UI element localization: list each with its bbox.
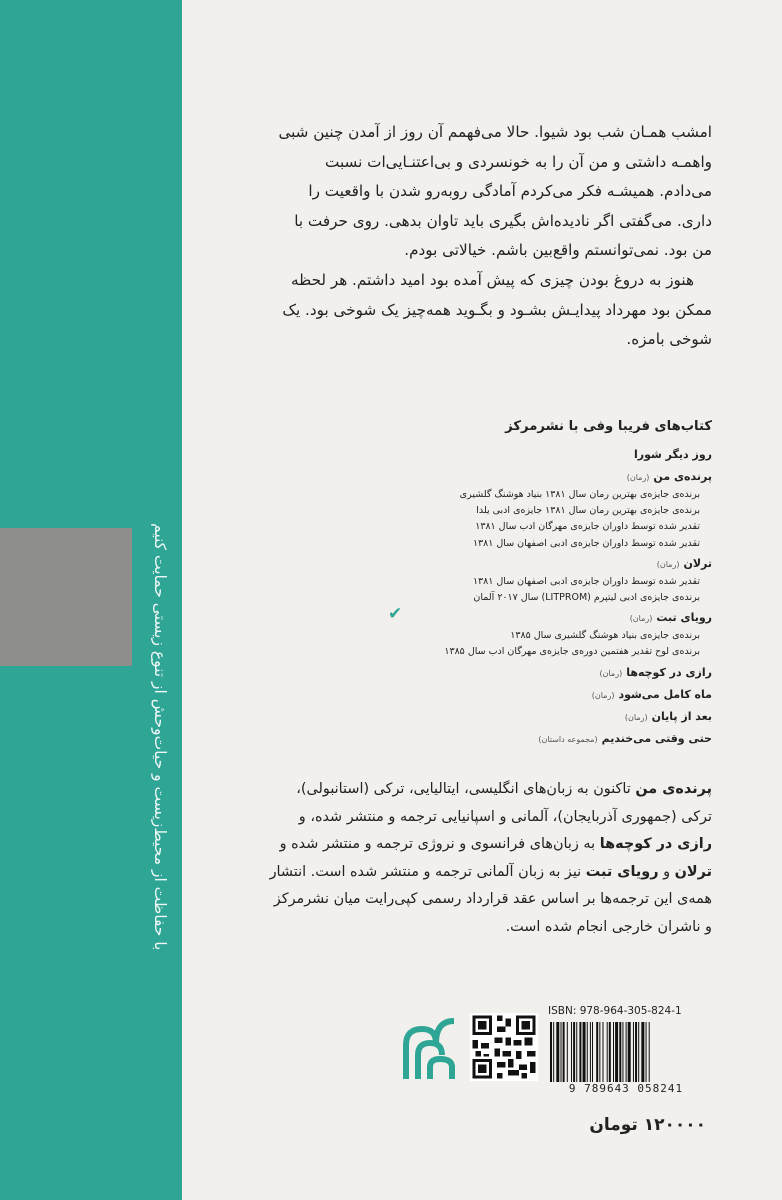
book-award: برنده‌ی جایزه‌ی ادبی لیتپرم (LITPROM) سال ۲۰۱۷ آلمان <box>473 592 700 604</box>
barcode-number: 9 789643 058241 <box>568 1082 684 1095</box>
book-item <box>414 465 712 552</box>
barcode-bar <box>609 1022 611 1082</box>
book-genre: (مجموعه داستان) <box>538 734 598 744</box>
book-item <box>414 552 712 606</box>
barcode-bar <box>561 1022 562 1082</box>
price: ۱۲۰۰۰۰ تومان <box>589 1115 706 1135</box>
barcode-bar <box>649 1022 650 1082</box>
barcode-bar <box>567 1022 568 1082</box>
intro-excerpt <box>276 118 712 355</box>
barcode-bar <box>603 1022 604 1082</box>
book-award: برنده‌ی جایزه‌ی بنیاد هوشنگ گلشیری سال ۱۳۸۵ <box>510 630 700 642</box>
barcode-bar <box>583 1022 586 1082</box>
book-genre: (رمان) <box>626 473 650 482</box>
barcode-bar <box>573 1022 575 1082</box>
barcode-bar <box>563 1022 565 1082</box>
translations-note <box>268 776 712 942</box>
publisher-logo-icon <box>396 1015 464 1083</box>
book-title: رویای تبت <box>656 611 712 625</box>
check-icon: ✔ <box>388 604 403 625</box>
book-award: برنده‌ی لوح تقدیر هفتمین دوره‌ی جایزه‌ی مهرگان ادب سال ۱۳۸۵ <box>444 646 700 658</box>
barcode-bar <box>596 1022 598 1082</box>
book-award: تقدیر شده توسط داوران جایزه‌ی ادبی اصفهان سال ۱۳۸۱ <box>472 537 700 549</box>
barcode-bar <box>553 1022 554 1082</box>
book-award: تقدیر شده توسط داوران جایزه‌ی ادبی اصفهان سال ۱۳۸۱ <box>472 575 700 587</box>
book-item <box>414 443 712 465</box>
barcode-bar <box>638 1022 639 1082</box>
book-list-title: کتاب‌های فریبا وفی با نشرمرکز <box>505 419 712 434</box>
translation-book-2: رازی در کوچه‌ها <box>599 836 712 853</box>
book-award: برنده‌ی جایزه‌ی بهترین رمان سال ۱۳۸۱ بنیاد هوشنگ گلشیری <box>459 489 700 500</box>
book-item <box>414 705 712 727</box>
book-genre: (رمان) <box>624 712 648 722</box>
book-award: تقدیر شده توسط داوران جایزه‌ی مهرگان ادب سال ۱۳۸۱ <box>475 521 700 533</box>
barcode-bar <box>592 1022 593 1082</box>
barcode-bar <box>571 1022 572 1082</box>
barcode-bar <box>587 1022 588 1082</box>
barcode-bar <box>579 1022 581 1082</box>
book-title: حتی وقتی می‌خندیم <box>601 731 712 745</box>
barcode-bar <box>641 1022 644 1082</box>
translation-text-3: و <box>658 863 675 880</box>
book-title: روز دیگر شورا <box>634 448 712 461</box>
book-title: رازی در کوچه‌ها <box>626 665 712 679</box>
book-title: ترلان <box>683 556 712 570</box>
translation-text-1: تاکنون به زبان‌های انگلیسی، ایتالیایی، ترکی (استانبولی)، ترکی (جمهوری آذربایجان)، آلمانی و اسپانیایی ترجمه و منتشر شده، و <box>296 781 712 825</box>
barcode-bar <box>613 1022 614 1082</box>
intro-paragraph-2: هنوز به دروغ بودن چیزی که پیش آمده بود امید داشتم. هر لحظه ممکن بود مهرداد پیدایـش بشـود و بگـوید همه‌چیز یک شوخی بود. یک شوخی بامزه. <box>282 270 712 349</box>
book-genre: (رمان) <box>599 668 623 678</box>
gray-block <box>0 528 132 666</box>
barcode-bar <box>622 1022 623 1082</box>
barcode-bar <box>628 1022 631 1082</box>
book-genre: (رمان) <box>591 690 615 700</box>
book-item <box>388 604 712 660</box>
barcode-bar <box>590 1022 591 1082</box>
book-title: بعد از پایان <box>651 709 712 723</box>
book-genre: (رمان) <box>629 614 653 624</box>
translation-text-4: نیز به زبان آلمانی ترجمه و منتشر شده است. انتشار همه‌ی این ترجمه‌ها بر اساس عقد قرارداد رسمی کپی‌رایت میان نشرمرکز و ناشران خارجی انجام شده است. <box>269 863 712 935</box>
barcode-bar <box>646 1022 647 1082</box>
book-award: برنده‌ی جایزه‌ی بهترین رمان سال ۱۳۸۱ جایزه‌ی ادبی یلدا <box>476 505 700 517</box>
qr-code-icon <box>470 1013 538 1081</box>
book-title: ماه کامل می‌شود <box>618 687 712 701</box>
book-item <box>414 727 712 749</box>
book-item <box>414 661 712 683</box>
intro-paragraph-1: امشب همـان شب بود شیوا. حالا می‌فهمم آن روز از آمدن چنین شبی واهمـه داشتی و من آن را به خونسردی و بی‌اعتنـایی‌ات نسبت می‌دادم. همیشـه فکر می‌کردم آمادگی روبه‌رو شدن با واقعیت را داری. می‌گفتی اگر نادیده‌اش بگیری باید تاوان بدهی. روی حرفت با من بود. نمی‌توانستم واقع‌بین باشم. خیالاتی بودم. <box>278 123 712 260</box>
barcode-bar <box>633 1022 634 1082</box>
book-list <box>388 415 712 749</box>
book-title: پرنده‌ی من <box>653 470 712 483</box>
book-items <box>388 443 712 749</box>
side-slogan: با حفاظت از محیط‌زیست و حیات‌وحش از تنوع زیستی حمایت کنیم <box>151 522 169 950</box>
barcode-bar <box>635 1022 637 1082</box>
barcode-bar <box>626 1022 627 1082</box>
barcode-bar <box>619 1022 621 1082</box>
translation-book-4: رویای تبت <box>585 863 659 880</box>
book-item <box>414 683 712 705</box>
isbn-label: ISBN: 978-964-305-824-1 <box>548 1005 682 1017</box>
barcode-icon <box>548 1022 704 1082</box>
barcode-bar <box>615 1022 618 1082</box>
barcode-bar <box>576 1022 577 1082</box>
barcode-bar <box>556 1022 559 1082</box>
translation-text-2: به زبان‌های فرانسوی و نروژی ترجمه و منتشر شده و <box>279 836 600 853</box>
barcode-bar <box>550 1022 552 1082</box>
barcode-bar <box>599 1022 600 1082</box>
book-genre: (رمان) <box>656 559 680 569</box>
side-stripe <box>0 0 182 1200</box>
translation-book-3: ترلان <box>674 863 712 880</box>
translation-book-1: پرنده‌ی من <box>635 781 712 797</box>
barcode-bar <box>607 1022 608 1082</box>
